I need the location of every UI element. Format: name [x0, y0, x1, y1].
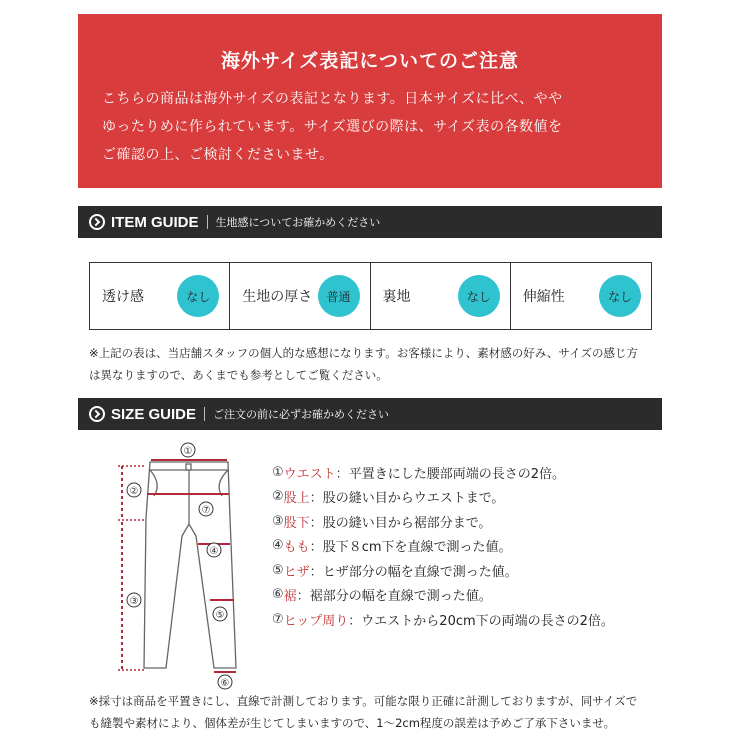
- legend-term: 股上: [283, 491, 310, 507]
- figure-label-7: ⑦: [201, 505, 211, 516]
- size-guide-title: SIZE GUIDE: [111, 405, 197, 423]
- legend-item: ③ 股下 ： 股の縫い目から裾部分まで。: [272, 513, 492, 531]
- note-line: ※上記の表は、当店舗スタッフの個人的な感想になります。お客様により、素材感の好み、サイズの感じ方: [89, 346, 638, 360]
- attribute-value-badge: なし: [458, 275, 500, 317]
- figure-label-3: ③: [129, 596, 139, 607]
- figure-label-1: ①: [183, 446, 193, 457]
- notice-title: 海外サイズ表記についてのご注意: [220, 50, 520, 72]
- legend-item: ⑤ ヒザ ： ヒザ部分の幅を直線で測った値。: [272, 562, 518, 580]
- figure-label-6: ⑥: [220, 678, 230, 689]
- notice-line: ゆったりめに作られています。サイズ選びの際は、サイズ表の各数値を: [102, 119, 563, 135]
- legend-desc: 裾部分の幅を直線で測った値。: [309, 589, 492, 605]
- legend-desc: 平置きにした腰部両端の長さの2倍。: [348, 466, 565, 482]
- size-notice-banner: [78, 14, 662, 188]
- note-line: ※採寸は商品を平置きにし、直線で計測しております。可能な限り正確に計測しておりますが、同サイズで: [89, 694, 638, 708]
- chevron-right-circle-icon: [89, 406, 105, 422]
- item-guide-header: [78, 206, 662, 238]
- attribute-label: 生地の厚さ: [242, 289, 313, 305]
- figure-label-2: ②: [129, 486, 139, 497]
- notice-body: [102, 85, 647, 169]
- size-guide-header: [78, 398, 662, 430]
- size-guide-subtitle: ご注文の前に必ずお確かめください: [213, 408, 390, 421]
- item-guide-title: ITEM GUIDE: [111, 213, 199, 231]
- legend-term: 裾: [283, 589, 297, 605]
- attribute-lining: [371, 263, 511, 329]
- attribute-stretch: [511, 263, 651, 329]
- attribute-value-badge: なし: [599, 275, 641, 317]
- attribute-value-badge: 普通: [318, 275, 360, 317]
- measurement-legend: [272, 460, 664, 632]
- legend-term: ウエスト: [283, 466, 336, 482]
- legend-item: ⑦ ヒップ周り ： ウエストから20cm下の両端の長さの2倍。: [272, 611, 614, 629]
- size-guide-note: [89, 690, 664, 734]
- notice-line: ご確認の上、ご検討くださいませ。: [102, 147, 334, 163]
- attribute-thickness: [230, 263, 370, 329]
- pants-outline-icon: [144, 462, 236, 668]
- item-guide-subtitle: 生地感についてお確かめください: [215, 216, 381, 229]
- figure-label-4: ④: [209, 546, 219, 557]
- legend-desc: 股の縫い目から裾部分まで。: [322, 515, 492, 531]
- attribute-value-badge: なし: [177, 275, 219, 317]
- attribute-label: 裏地: [382, 289, 411, 305]
- legend-term: ヒップ周り: [283, 613, 349, 629]
- attribute-transparency: [90, 263, 230, 329]
- divider: [204, 407, 205, 421]
- legend-desc: ヒザ部分の幅を直線で測った値。: [322, 564, 518, 580]
- legend-term: もも: [283, 540, 310, 556]
- figure-label-5: ⑤: [215, 610, 225, 621]
- legend-item: ⑥ 裾 ： 裾部分の幅を直線で測った値。: [272, 587, 492, 605]
- notice-line: こちらの商品は海外サイズの表記となります。日本サイズに比べ、やや: [102, 91, 563, 107]
- note-line: も縫製や素材により、個体差が生じてしまいますので、1〜2cm程度の誤差は予めご了承下さいませ。: [89, 716, 616, 730]
- note-line: は異なりますので、あくまでも参考としてご覧ください。: [89, 368, 388, 382]
- legend-item: ① ウエスト ： 平置きにした腰部両端の長さの2倍。: [272, 464, 565, 482]
- fabric-attributes-table: [89, 262, 652, 330]
- chevron-right-circle-icon: [89, 214, 105, 230]
- item-guide-note: [89, 342, 664, 386]
- pants-measurement-diagram: [110, 440, 250, 690]
- legend-desc: ウエストから20cm下の両端の長さの2倍。: [361, 613, 614, 629]
- divider: [207, 215, 208, 229]
- legend-term: 股下: [283, 515, 310, 531]
- legend-item: ④ もも ： 股下８cm下を直線で測った値。: [272, 538, 512, 556]
- legend-item: ② 股上 ： 股の縫い目からウエストまで。: [272, 489, 505, 507]
- legend-desc: 股の縫い目からウエストまで。: [322, 491, 505, 507]
- legend-desc: 股下８cm下を直線で測った値。: [322, 540, 512, 556]
- attribute-label: 透け感: [102, 289, 144, 305]
- attribute-label: 伸縮性: [522, 289, 565, 305]
- legend-term: ヒザ: [283, 564, 310, 580]
